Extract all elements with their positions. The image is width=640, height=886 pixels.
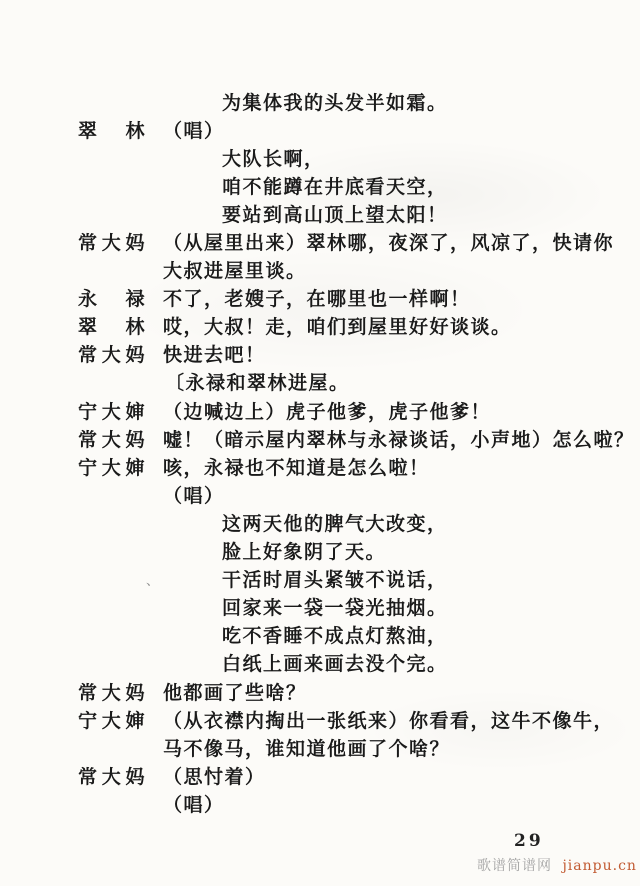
speaker-name: 常大妈 (78, 681, 146, 704)
dialogue-text: （唱） (163, 793, 225, 816)
dialogue-line (0, 396, 640, 424)
dialogue-text: （边喊边上）虎子他爹，虎子他爹！ (163, 400, 492, 423)
dialogue-text: 不了，老嫂子，在哪里也一样啊！ (163, 288, 471, 311)
dialogue-text: 马不像马，谁知道他画了个啥？ (163, 737, 451, 760)
dialogue-text: （唱） (163, 484, 225, 507)
dialogue-text: 他都画了些啥？ (163, 681, 307, 704)
verse-text: 回家来一袋一袋光抽烟。 (222, 597, 448, 620)
verse-text: 要站到高山顶上望太阳！ (222, 203, 448, 226)
dialogue-text: （思忖着） (163, 765, 266, 788)
dialogue-line (0, 115, 640, 143)
speaker-name: 常大妈 (78, 232, 146, 255)
dialogue-continuation-line (0, 733, 640, 761)
dialogue-line (0, 705, 640, 733)
dialogue-line (0, 452, 640, 480)
speaker-name: 永禄 (78, 288, 146, 311)
speaker-name: 宁大婶 (78, 709, 146, 732)
dialogue-text: （唱） (163, 119, 225, 142)
watermark-site-name: 歌谱简谱网 (477, 858, 552, 874)
verse-line (0, 87, 640, 115)
dialogue-line (0, 761, 640, 789)
speaker-name: 翠林 (78, 316, 146, 339)
verse-line (0, 199, 640, 227)
verse-line (0, 565, 640, 593)
verse-text: 吃不香睡不成点灯熬油， (222, 625, 448, 648)
verse-line (0, 537, 640, 565)
dialogue-line (0, 677, 640, 705)
verse-text: 这两天他的脾气大改变， (222, 512, 448, 535)
speaker-name: 宁大婶 (78, 400, 146, 423)
speaker-name: 常大妈 (78, 765, 146, 788)
page-number: 29 (514, 831, 544, 851)
dialogue-text: 哎，大叔！走，咱们到屋里好好谈谈。 (163, 316, 512, 339)
dialogue-text: （从屋里出来）翠林哪，夜深了，风凉了，快请你 (163, 232, 615, 255)
dialogue-continuation-line (0, 256, 640, 284)
verse-text: 为集体我的头发半如霜。 (222, 91, 448, 114)
stage-direction-text: 〔永禄和翠林进屋。 (165, 372, 350, 395)
verse-line (0, 649, 640, 677)
scan-ink-speck: 、 (146, 574, 160, 589)
dialogue-line (0, 340, 640, 368)
verse-line (0, 593, 640, 621)
dialogue-line (0, 312, 640, 340)
script-text-block (0, 87, 640, 817)
speaker-name: 宁大婶 (78, 456, 146, 479)
verse-text: 脸上好象阴了天。 (222, 541, 387, 564)
dialogue-text: 快进去吧！ (163, 344, 266, 367)
verse-text: 干活时眉头紧皱不说话， (222, 569, 448, 592)
verse-line (0, 171, 640, 199)
dialogue-line (0, 284, 640, 312)
speaker-name: 常大妈 (78, 428, 146, 451)
verse-text: 大队长啊， (222, 147, 325, 170)
dialogue-line (0, 227, 640, 255)
dialogue-text: （从衣襟内掏出一张纸来）你看看，这牛不像牛， (163, 709, 615, 732)
watermark-site-url: jianpu.cn (562, 858, 637, 874)
dialogue-text: 嘘！（暗示屋内翠林与永禄谈话，小声地）怎么啦？ (163, 428, 635, 451)
dialogue-continuation-line (0, 480, 640, 508)
verse-line (0, 621, 640, 649)
verse-line (0, 508, 640, 536)
verse-text: 白纸上画来画去没个完。 (222, 653, 448, 676)
dialogue-text: 大叔进屋里谈。 (163, 260, 307, 283)
verse-text: 咱不能蹲在井底看天空， (222, 175, 448, 198)
speaker-name: 翠林 (78, 119, 146, 142)
verse-line (0, 143, 640, 171)
dialogue-line (0, 424, 640, 452)
dialogue-continuation-line (0, 789, 640, 817)
speaker-name: 常大妈 (78, 344, 146, 367)
stage-direction-line (0, 368, 640, 396)
watermark (477, 855, 637, 875)
dialogue-text: 咳，永禄也不知道是怎么啦！ (163, 456, 430, 479)
